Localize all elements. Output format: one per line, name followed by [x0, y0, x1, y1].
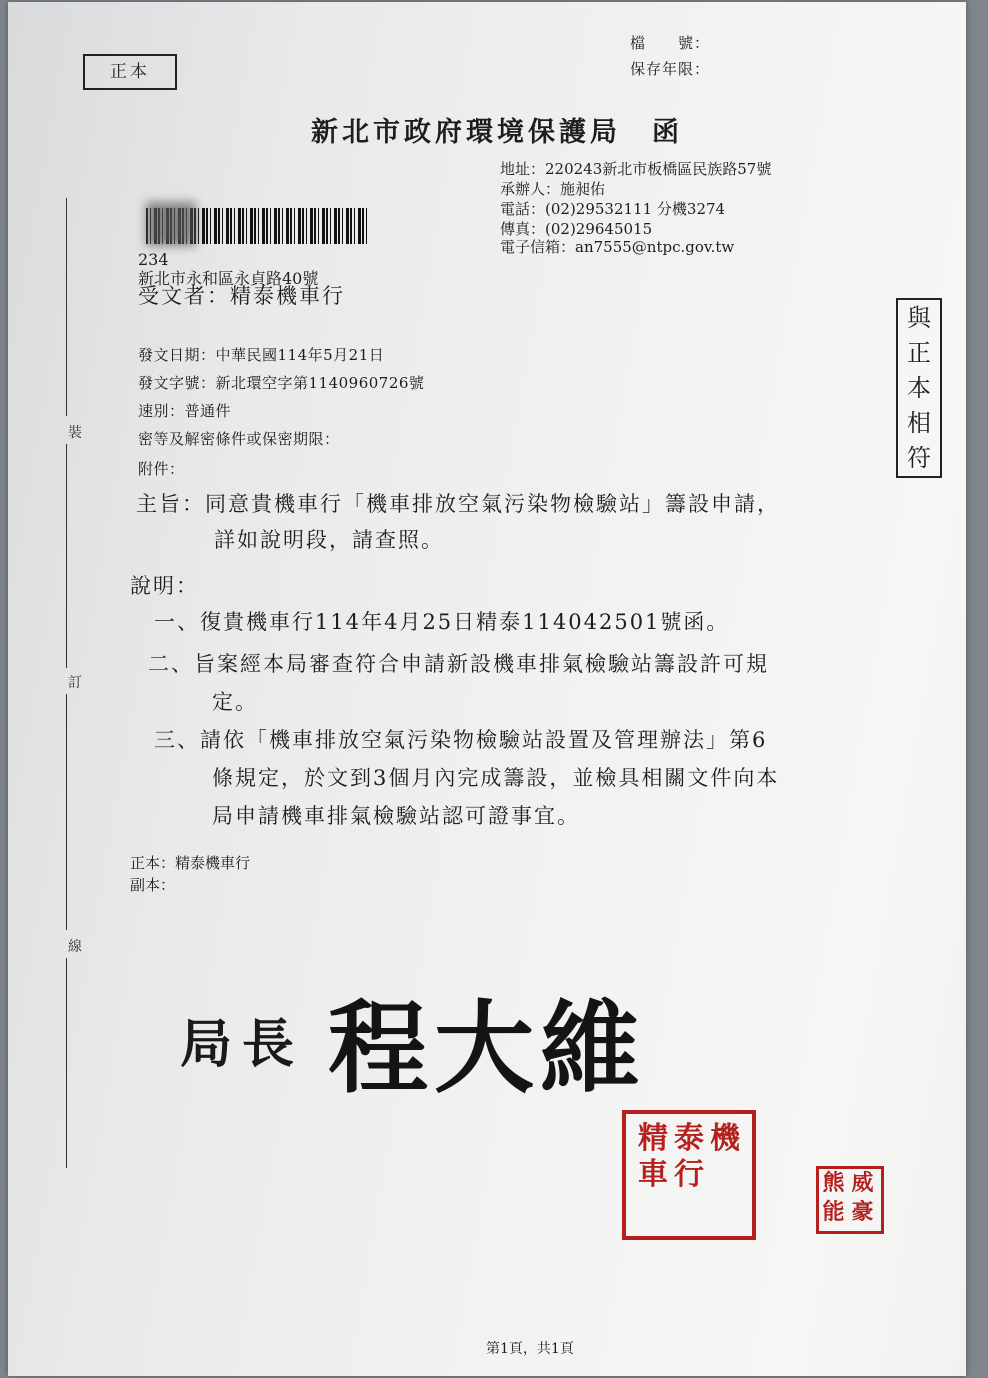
explanation-item-2-cont: 定。 — [212, 690, 258, 714]
attachment-line: 附件： — [138, 460, 185, 478]
document-number: 發文字號：新北環空字第1140960726號 — [138, 374, 425, 392]
seal-char — [707, 1157, 743, 1193]
explanation-item-3-cont1: 條規定，於文到3個月內完成籌設，並檢具相關文件向本 — [212, 766, 780, 790]
explanation-item-3: 三、請依「機車排放空氣污染物檢驗站設置及管理辦法」第6 — [154, 728, 768, 752]
explanation-item-1: 一、復貴機車行114年4月25日精泰114042501號函。 — [154, 610, 730, 634]
secrecy-level: 密等及解密條件或保密期限： — [138, 430, 340, 448]
company-seal — [622, 1110, 756, 1240]
recipient-address: 新北市永和區永貞路40號 — [138, 269, 319, 288]
seal-char: 精 — [638, 1121, 668, 1156]
signature-title: 局長 — [180, 1014, 305, 1075]
document-title: 新北市政府環境保護局 函 — [311, 117, 683, 148]
fax-number: 傳真：(02)29645015 — [500, 220, 653, 238]
retention-label: 保存年限： — [630, 60, 711, 78]
seal-char: 車 — [638, 1157, 668, 1192]
binding-mark-ding: 訂 — [68, 675, 82, 691]
file-number-label: 檔 號： — [630, 34, 711, 52]
document-page — [8, 2, 966, 1376]
stamp-char: 相 — [907, 408, 931, 437]
stamp-char: 與 — [907, 303, 931, 332]
binding-margin-line — [66, 694, 67, 930]
binding-mark-zhuang: 裝 — [68, 425, 82, 441]
stamp-char: 正 — [907, 338, 931, 367]
binding-mark-xian: 線 — [68, 939, 82, 955]
original-recipient: 正本：精泰機車行 — [130, 854, 251, 872]
page-number: 第1頁，共1頁 — [486, 1341, 574, 1357]
seal-char: 行 — [674, 1157, 704, 1192]
delivery-speed: 速別：普通件 — [138, 402, 232, 420]
signature-name: 程大維 — [328, 989, 646, 1107]
explanation-heading: 說明： — [130, 574, 199, 598]
stamp-char: 符 — [907, 443, 931, 472]
seal-char: 泰 — [674, 1121, 704, 1156]
barcode-redaction — [146, 202, 196, 246]
seal-char — [635, 1193, 671, 1229]
copy-type-box: 正本 — [83, 54, 177, 90]
subject-line-2: 詳如說明段，請查照。 — [214, 528, 444, 552]
phone-number: 電話：(02)29532111 分機3274 — [500, 200, 726, 218]
binding-margin-line — [66, 958, 67, 1168]
seal-char: 能 — [822, 1199, 845, 1225]
stamp-char: 本 — [907, 373, 931, 402]
recipient-postcode: 234 — [138, 250, 169, 269]
seal-char: 熊 — [822, 1170, 845, 1196]
seal-char: 機 — [710, 1121, 740, 1156]
copy-recipient: 副本： — [130, 876, 176, 894]
seal-char: 威 — [851, 1170, 874, 1196]
personal-seal — [816, 1166, 884, 1234]
agency-address: 地址：220243新北市板橋區民族路57號 — [500, 160, 772, 178]
binding-margin-line — [66, 444, 67, 668]
seal-char — [707, 1193, 743, 1229]
certified-copy-stamp — [896, 298, 942, 478]
explanation-item-3-cont2: 局申請機車排氣檢驗站認可證事宜。 — [212, 804, 580, 828]
issue-date: 發文日期：中華民國114年5月21日 — [138, 346, 385, 364]
binding-margin-line — [66, 198, 67, 416]
receiver-line: 受文者：精泰機車行 — [138, 284, 345, 308]
seal-char: 豪 — [851, 1199, 874, 1225]
email-address: 電子信箱：an7555@ntpc.gov.tw — [500, 238, 735, 256]
explanation-item-2: 二、旨案經本局審查符合申請新設機車排氣檢驗站籌設許可規 — [148, 652, 769, 676]
seal-char — [671, 1193, 707, 1229]
handler-name: 承辦人：施昶佑 — [500, 180, 606, 198]
subject-line-1: 主旨：同意貴機車行「機車排放空氣污染物檢驗站」籌設申請， — [136, 492, 780, 516]
